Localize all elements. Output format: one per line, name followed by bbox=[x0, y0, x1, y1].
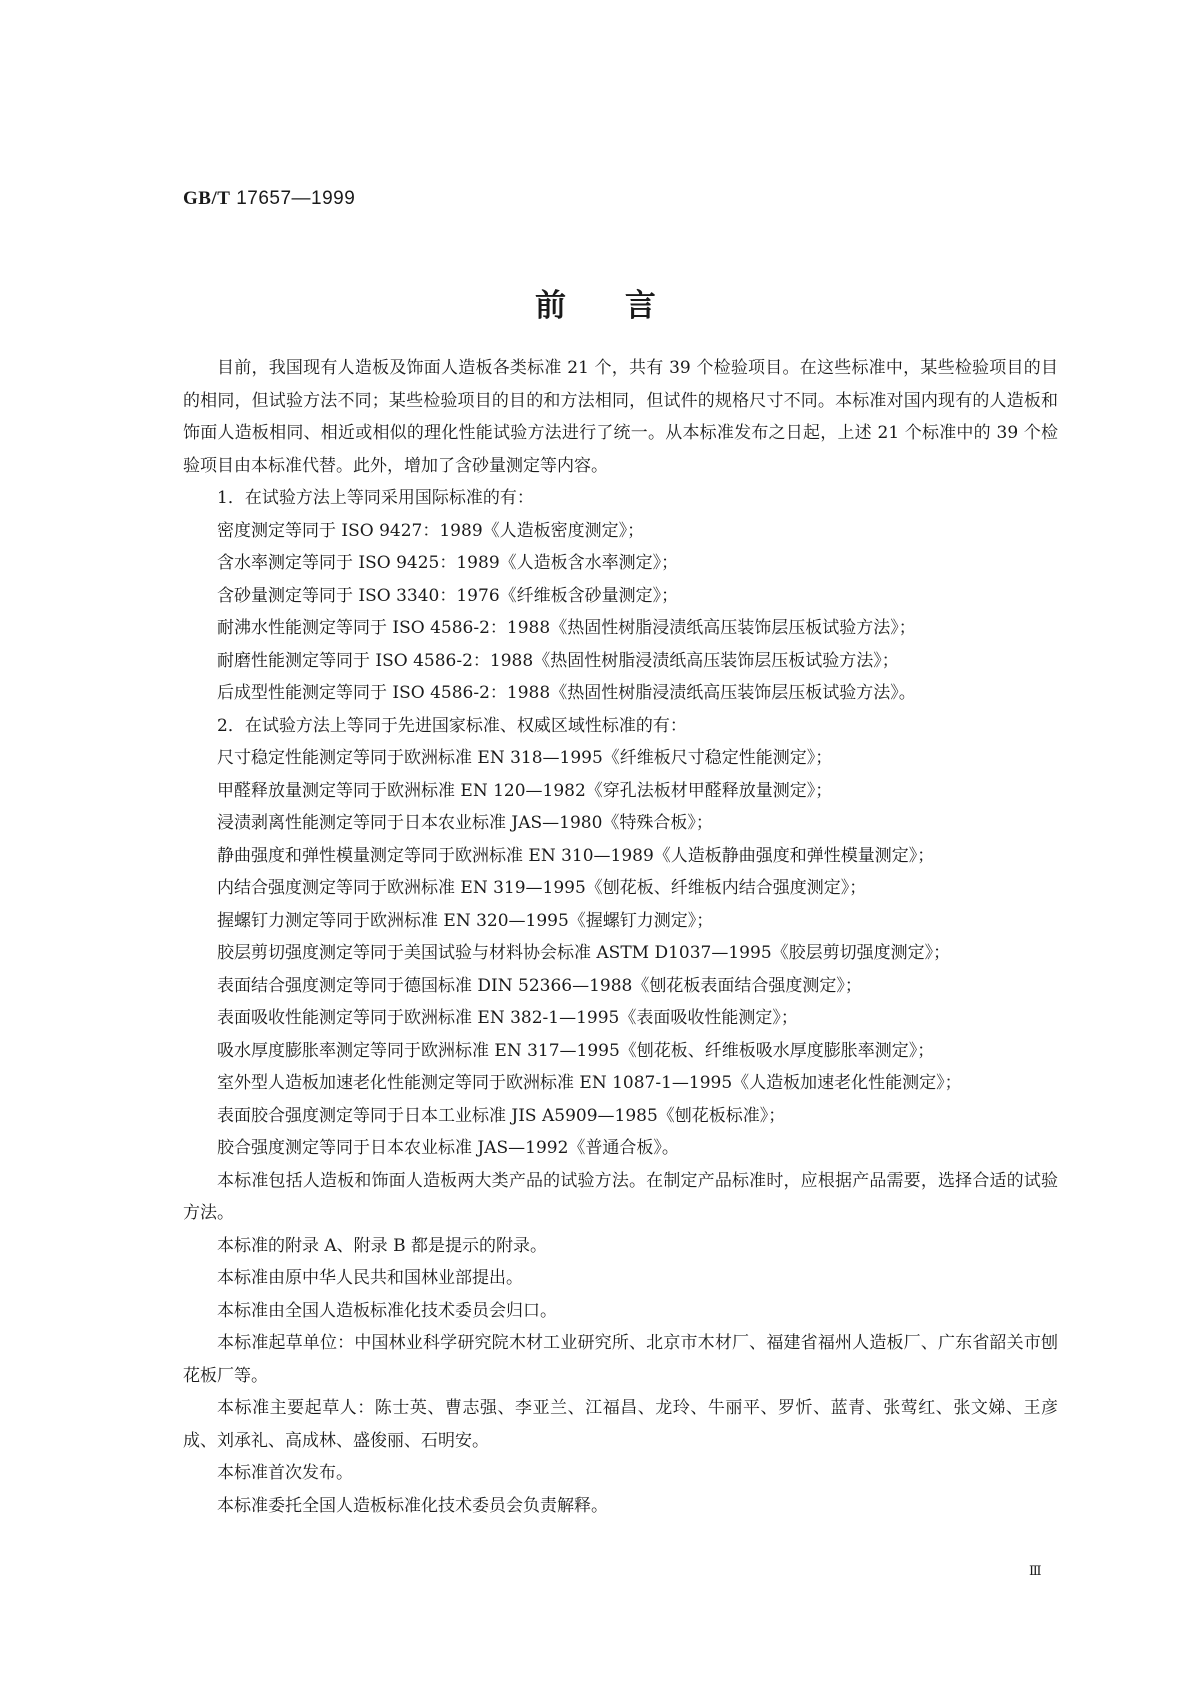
paragraph: 本标准包括人造板和饰面人造板两大类产品的试验方法。在制定产品标准时，应根据产品需要，选择合适的试验方法。 bbox=[183, 1170, 1058, 1223]
paragraph: 胶合强度测定等同于日本农业标准 JAS—1992《普通合板》。 bbox=[217, 1138, 679, 1158]
paragraph: 后成型性能测定等同于 ISO 4586-2：1988《热固性树脂浸渍纸高压装饰层压板试验方法》。 bbox=[217, 683, 916, 703]
paragraph: 握螺钉力测定等同于欧洲标准 EN 320—1995《握螺钉力测定》； bbox=[217, 910, 714, 931]
paragraph: 含砂量测定等同于 ISO 3340：1976《纤维板含砂量测定》； bbox=[217, 585, 679, 606]
paragraph: 耐沸水性能测定等同于 ISO 4586-2：1988《热固性树脂浸渍纸高压装饰层压板试验方法》； bbox=[217, 618, 916, 638]
paragraph: 表面吸收性能测定等同于欧洲标准 EN 382-1—1995《表面吸收性能测定》； bbox=[217, 1008, 798, 1028]
paragraph: 静曲强度和弹性模量测定等同于欧洲标准 EN 310—1989《人造板静曲强度和弹性模量测定》； bbox=[217, 845, 935, 866]
paragraph: 表面结合强度测定等同于德国标准 DIN 52366—1988《刨花板表面结合强度测定》； bbox=[217, 975, 862, 996]
paragraph: 胶层剪切强度测定等同于美国试验与材料协会标准 ASTM D1037—1995《胶层剪切强度测定》； bbox=[217, 943, 951, 963]
paragraph: 室外型人造板加速老化性能测定等同于欧洲标准 EN 1087-1—1995《人造板加速老化性能测定》； bbox=[217, 1073, 962, 1093]
paragraph: 目前，我国现有人造板及饰面人造板各类标准 21 个，共有 39 个检验项目。在这些标准中，某些检验项目的目的相同，但试验方法不同；某些检验项目的目的和方法相同，但试件的规格尺寸不同。本标准对国内现有的人造板和饰面人造板相同、相近或相似的理化性能试验方法进行了统一。从本标准发布之日起，上述 21 个标准中的 39 个检验项目由本标准代替。此外，增加了含砂量测定等内容。 bbox=[183, 358, 1058, 476]
paragraph: 本标准由全国人造板标准化技术委员会归口。 bbox=[217, 1300, 557, 1321]
paragraph: 表面胶合强度测定等同于日本工业标准 JIS A5909—1985《刨花板标准》； bbox=[217, 1105, 786, 1126]
paragraph: 本标准的附录 A、附录 B 都是提示的附录。 bbox=[217, 1235, 547, 1256]
paragraph: 2．在试验方法上等同于先进国家标准、权威区域性标准的有： bbox=[217, 715, 687, 736]
paragraph: 耐磨性能测定等同于 ISO 4586-2：1988《热固性树脂浸渍纸高压装饰层压板试验方法》； bbox=[217, 650, 899, 671]
paragraph: 本标准委托全国人造板标准化技术委员会负责解释。 bbox=[217, 1495, 608, 1516]
paragraph: 内结合强度测定等同于欧洲标准 EN 319—1995《刨花板、纤维板内结合强度测定》； bbox=[217, 878, 867, 898]
page-number: Ⅲ bbox=[1029, 1564, 1042, 1579]
standard-prefix: GB/T bbox=[183, 188, 231, 209]
paragraph: 尺寸稳定性能测定等同于欧洲标准 EN 318—1995《纤维板尺寸稳定性能测定》； bbox=[217, 748, 833, 768]
paragraph: 甲醛释放量测定等同于欧洲标准 EN 120—1982《穿孔法板材甲醛释放量测定》； bbox=[217, 780, 833, 801]
page-title: 前言 bbox=[535, 288, 715, 324]
paragraph: 1．在试验方法上等同采用国际标准的有： bbox=[217, 488, 534, 508]
paragraph: 本标准起草单位：中国林业科学研究院木材工业研究所、北京市木材厂、福建省福州人造板厂、广东省韶关市刨花板厂等。 bbox=[183, 1333, 1058, 1386]
paragraph: 本标准首次发布。 bbox=[217, 1463, 353, 1483]
standard-code bbox=[183, 188, 355, 210]
paragraph: 密度测定等同于 ISO 9427：1989《人造板密度测定》； bbox=[217, 520, 645, 541]
foreword-body bbox=[183, 352, 1058, 1522]
paragraph: 吸水厚度膨胀率测定等同于欧洲标准 EN 317—1995《刨花板、纤维板吸水厚度膨胀率测定》； bbox=[217, 1040, 935, 1061]
paragraph: 浸渍剥离性能测定等同于日本农业标准 JAS—1980《特殊合板》； bbox=[217, 813, 713, 833]
paragraph: 含水率测定等同于 ISO 9425：1989《人造板含水率测定》； bbox=[217, 553, 679, 573]
paragraph: 本标准由原中华人民共和国林业部提出。 bbox=[217, 1268, 523, 1288]
standard-number: 17657—1999 bbox=[236, 188, 356, 209]
paragraph: 本标准主要起草人：陈士英、曹志强、李亚兰、江福昌、龙玲、牛丽平、罗忻、蓝青、张莺红、张文娣、王彦成、刘承礼、高成林、盛俊丽、石明安。 bbox=[183, 1398, 1058, 1451]
